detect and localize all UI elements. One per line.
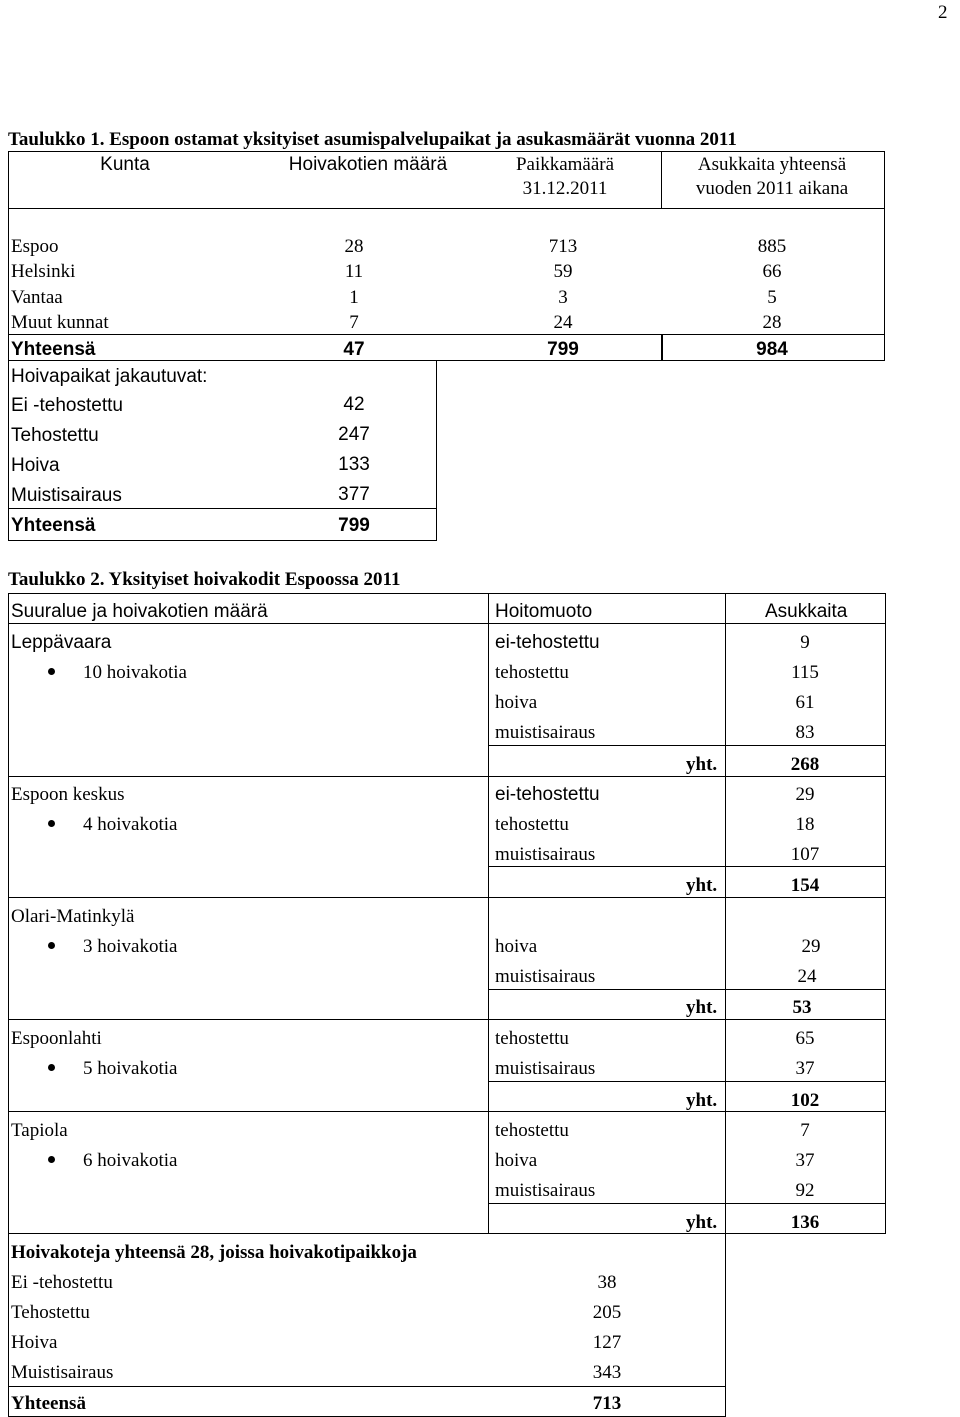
table2-summary-label: Tehostettu	[11, 1302, 90, 1323]
yht-label: yht.	[686, 997, 718, 1018]
table1-border	[8, 151, 9, 540]
table1-border	[8, 360, 885, 361]
table1-breakdown-value: 42	[343, 394, 365, 415]
table1-cell-kunta: Espoo	[11, 236, 59, 257]
table1-caption: Taulukko 1. Espoon ostamat yksityiset asumispalvelupaikat ja asukasmäärät vuonna 2011	[8, 129, 737, 150]
care-type: muistisairaus	[495, 844, 596, 865]
care-type: tehostettu	[495, 1120, 569, 1141]
table2-border	[725, 593, 726, 1417]
table1-border	[8, 334, 885, 335]
yht-label: yht.	[686, 875, 718, 896]
table1-border	[8, 208, 885, 209]
table1-border	[436, 360, 437, 540]
table1-breakdown-value: 247	[338, 424, 370, 445]
care-value: 92	[795, 1180, 815, 1201]
group-total: 136	[790, 1212, 820, 1233]
table1-cell-places: 24	[553, 312, 573, 333]
table2-border	[8, 1019, 886, 1020]
bullet-icon	[48, 1156, 55, 1163]
table2-border	[8, 1233, 886, 1234]
care-value: 7	[800, 1120, 810, 1141]
table1-total-residents: 984	[756, 339, 788, 360]
care-value: 29	[801, 936, 821, 957]
table1-cell-kunta: Vantaa	[11, 287, 63, 308]
care-value: 65	[795, 1028, 815, 1049]
table2-summary-title: Hoivakoteja yhteensä 28, joissa hoivakotipaikkoja	[11, 1242, 417, 1263]
table2-summary-value: 127	[592, 1332, 622, 1353]
table2-border	[488, 989, 886, 990]
table1-border	[661, 151, 662, 208]
care-type: ei-tehostettu	[495, 784, 600, 805]
table1-border	[884, 151, 885, 360]
table2-summary-value: 38	[597, 1272, 617, 1293]
table2-header-residents: Asukkaita	[765, 601, 848, 622]
table2-border	[885, 593, 886, 1233]
care-type: tehostettu	[495, 1028, 569, 1049]
table2-summary-label: Ei -tehostettu	[11, 1272, 113, 1293]
table1-cell-homes: 1	[349, 287, 359, 308]
group-total: 102	[790, 1090, 820, 1111]
table2-border	[8, 897, 886, 898]
table1-breakdown-value: 377	[338, 484, 370, 505]
bullet-icon	[48, 668, 55, 675]
yht-label: yht.	[686, 1090, 718, 1111]
care-value: 107	[790, 844, 820, 865]
table1-breakdown-title: Hoivapaikat jakautuvat:	[11, 366, 208, 387]
table1-breakdown-label: Hoiva	[11, 455, 60, 476]
table1-header-paikkamaara-date: 31.12.2011	[522, 178, 608, 199]
group-area-name: Espoon keskus	[11, 784, 125, 805]
care-value: 9	[800, 632, 810, 653]
table2-border	[8, 1386, 725, 1387]
table1-cell-places: 3	[558, 287, 568, 308]
table2-border	[488, 1203, 886, 1204]
care-value: 37	[795, 1058, 815, 1079]
care-type: muistisairaus	[495, 1058, 596, 1079]
table1-border	[8, 508, 437, 509]
table1-cell-homes: 28	[344, 236, 364, 257]
group-area-name: Espoonlahti	[11, 1028, 102, 1049]
table2-border	[8, 593, 9, 1417]
table2-border	[488, 1081, 886, 1082]
group-area-name: Tapiola	[11, 1120, 68, 1141]
table1-header-paikkamaara: Paikkamäärä	[515, 154, 615, 175]
table1-total-label: Yhteensä	[11, 339, 96, 360]
care-type: tehostettu	[495, 662, 569, 683]
table1-cell-residents: 885	[757, 236, 787, 257]
care-value: 61	[795, 692, 815, 713]
table2-header-area: Suuralue ja hoivakotien määrä	[11, 601, 268, 622]
care-value: 115	[791, 662, 819, 683]
group-home-count: 4 hoivakotia	[83, 814, 178, 835]
table2-summary-label: Hoiva	[11, 1332, 58, 1353]
table1-breakdown-label: Tehostettu	[11, 425, 99, 446]
care-value: 24	[797, 966, 817, 987]
care-value: 83	[795, 722, 815, 743]
table1-header-kunta: Kunta	[100, 154, 150, 175]
care-type: hoiva	[495, 692, 538, 713]
table2-summary-value: 205	[592, 1302, 622, 1323]
table2-header-type: Hoitomuoto	[495, 601, 593, 622]
table2-border	[8, 593, 886, 594]
group-area-name: Olari-Matinkylä	[11, 906, 135, 927]
care-type: hoiva	[495, 936, 538, 957]
table1-breakdown-label: Ei -tehostettu	[11, 395, 123, 416]
group-home-count: 5 hoivakotia	[83, 1058, 178, 1079]
table1-total-homes: 47	[343, 339, 365, 360]
table2-border	[488, 866, 886, 867]
bullet-icon	[48, 1064, 55, 1071]
table2-caption: Taulukko 2. Yksityiset hoivakodit Espoossa 2011	[8, 569, 401, 590]
group-total: 268	[790, 754, 820, 775]
table1-header-asukkaita-period: vuoden 2011 aikana	[695, 178, 849, 199]
table2-border	[8, 1111, 886, 1112]
group-area-name: Leppävaara	[11, 632, 112, 653]
table1-cell-kunta: Helsinki	[11, 261, 76, 282]
care-value: 18	[795, 814, 815, 835]
bullet-icon	[48, 942, 55, 949]
table2-summary-label: Muistisairaus	[11, 1362, 114, 1383]
table2-border	[8, 776, 886, 777]
table1-breakdown-label: Muistisairaus	[11, 485, 122, 506]
table2-summary-value: 343	[592, 1362, 622, 1383]
care-type: muistisairaus	[495, 966, 596, 987]
table1-cell-places: 59	[553, 261, 573, 282]
table1-border	[661, 334, 663, 360]
care-type: hoiva	[495, 1150, 538, 1171]
table1-total-places: 799	[547, 339, 579, 360]
table1-header-hoivakotien: Hoivakotien määrä	[288, 154, 448, 175]
table1-cell-homes: 11	[344, 261, 364, 282]
group-home-count: 3 hoivakotia	[83, 936, 178, 957]
table2-summary-total-label: Yhteensä	[11, 1393, 86, 1414]
care-type: muistisairaus	[495, 722, 596, 743]
table1-cell-kunta: Muut kunnat	[11, 312, 109, 333]
table1-breakdown-total-value: 799	[338, 515, 370, 536]
group-total: 53	[792, 997, 812, 1018]
care-type: tehostettu	[495, 814, 569, 835]
table1-cell-residents: 28	[762, 312, 782, 333]
table2-summary-total-value: 713	[592, 1393, 622, 1414]
care-type: muistisairaus	[495, 1180, 596, 1201]
table1-header-asukkaita: Asukkaita yhteensä	[697, 154, 847, 175]
page-number: 2	[938, 2, 948, 23]
table2-border	[488, 745, 886, 746]
group-home-count: 6 hoivakotia	[83, 1150, 178, 1171]
care-value: 29	[795, 784, 815, 805]
table1-border	[8, 540, 437, 541]
care-type: ei-tehostettu	[495, 632, 600, 653]
care-value: 37	[795, 1150, 815, 1171]
table2-border	[488, 593, 489, 1233]
table1-cell-residents: 66	[762, 261, 782, 282]
group-total: 154	[790, 875, 820, 896]
table1-breakdown-value: 133	[338, 454, 370, 475]
bullet-icon	[48, 820, 55, 827]
group-home-count: 10 hoivakotia	[83, 662, 187, 683]
table1-cell-residents: 5	[767, 287, 777, 308]
table1-cell-places: 713	[548, 236, 578, 257]
table1-border	[8, 151, 885, 152]
table1-cell-homes: 7	[349, 312, 359, 333]
table1-breakdown-total-label: Yhteensä	[11, 515, 96, 536]
yht-label: yht.	[686, 1212, 718, 1233]
yht-label: yht.	[686, 754, 718, 775]
table2-border	[8, 623, 886, 624]
